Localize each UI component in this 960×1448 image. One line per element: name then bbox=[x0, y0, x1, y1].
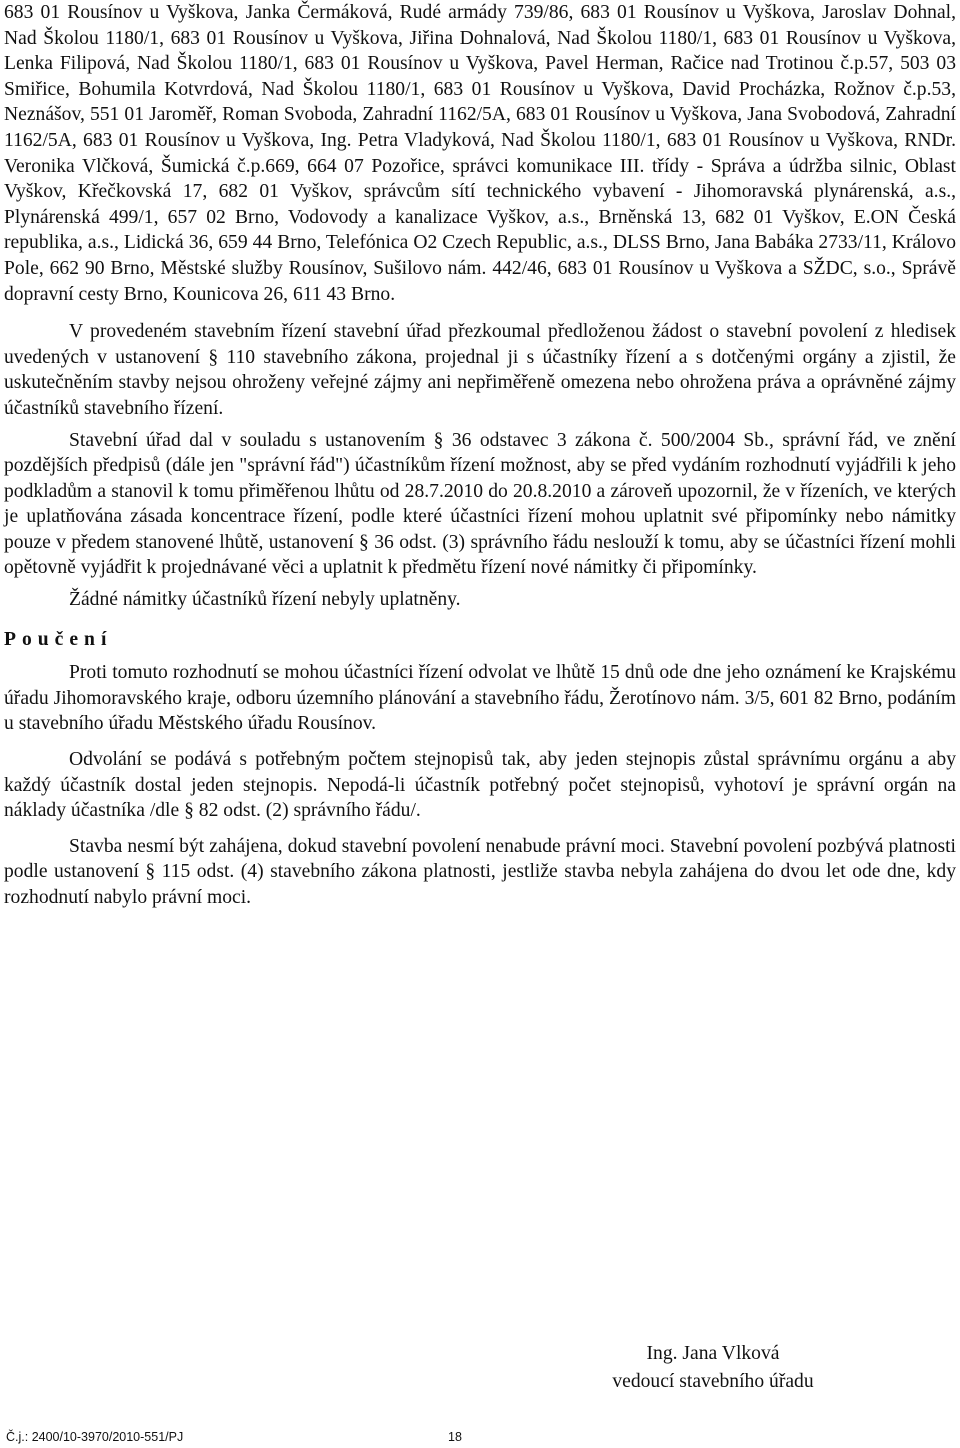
copies-paragraph: Odvolání se podává s potřebným počtem stejnopisů tak, aby jeden stejnopis zůstal správnímu orgánu a aby každý účastník dostal jeden stejnopis. Nepodá-li účastník potřebný počet stejnopisů, vyhotoví je správní orgán na náklady účastníka /dle § 82 odst. (2) správního řádu/. bbox=[4, 749, 956, 822]
validity-paragraph: Stavba nesmí být zahájena, dokud stavební povolení nenabude právní moci. Stavební povolení pozbývá platnosti podle ustanovení § 115 odst. (4) stavebního zákona platnosti, jestliže stavba nebyla zahájena do dvou let ode dne, kdy rozhodnutí nabylo právní moci. bbox=[4, 835, 956, 908]
opportunity-paragraph: Stavební úřad dal v souladu s ustanovením § 36 odstavec 3 zákona č. 500/2004 Sb., správní řád, ve znění pozdějších předpisů (dále jen "správní řád") účastníkům řízení možnost, aby se před vydáním rozhodnutí vyjádřili k jeho podkladům a stanovil k tomu přiměřenou lhůtu od 28.7.2010 do 20.8.2010 a zároveň upozornil, že v řízeních, ve kterých je uplatňována zásada koncentrace řízení, podle které účastníci řízení mohou uplatnit své připomínky nebo námitky pouze v předem stanovené lhůtě, ustanovení § 36 odst. (3) správního řádu neslouží k tomu, aby se účastníci řízení mohli opětovně vyjádřit k projednávané věci a uplatnit k předmětu řízení nové námitky či připomínky. bbox=[4, 429, 956, 579]
instruction-heading: Poučení bbox=[4, 628, 113, 650]
participants-paragraph: 683 01 Rousínov u Vyškova, Janka Čermáková, Rudé armády 739/86, 683 01 Rousínov u Vyškova, Jaroslav Dohnal, Nad Školou 1180/1, 683 01 Rousínov u Vyškova, Jiřina Dohnalová, Nad Školou 1180/1, 683 01 Rousínov u Vyškova, Lenka Filipová, Nad Školou 1180/1, 683 01 Rousínov u Vyškova, Pavel Herman, Račice nad Trotinou č.p.57, 503 03 Smiřice, Bohumila Kotvrdová, Nad Školou 1180/1, 683 01 Rousínov u Vyškova, David Procházka, Rožnov č.p.53, Neznášov, 551 01 Jaroměř, Roman Svoboda, Zahradní 1162/5A, 683 01 Rousínov u Vyškova, Jana Svobodová, Zahradní 1162/5A, 683 01 Rousínov u Vyškova, Ing. Petra Vladyková, Nad Školou 1180/1, 683 01 Rousínov u Vyškova, RNDr. Veronika Vlčková, Šumická č.p.669, 664 07 Pozořice, správci komunikace III. třídy - Správa a údržba silnic, Oblast Vyškov, Křečkovská 17, 682 01 Vyškov, správcům sítí technického vybavení - Jihomoravská plynárenská, a.s., Plynárenská 499/1, 657 02 Brno, Vodovody a kanalizace Vyškov, a.s., Brněnská 13, 682 01 Vyškov, E.ON Česká republika, a.s., Lidická 36, 659 44 Brno, Telefónica O2 Czech Republic, a.s., DLSS Brno, Jana Babáka 2733/11, Královo Pole, 662 90 Brno, Městské služby Rousínov, Sušilovo nám. 442/46, 683 01 Rousínov u Vyškova a SŽDC, s.o., Správě dopravní cesty Brno, Kounicova 26, 611 43 Brno. bbox=[4, 2, 956, 305]
review-paragraph: V provedeném stavebním řízení stavební úřad přezkoumal předloženou žádost o stavební povolení z hledisek uvedených v ustanovení § 110 stavebního zákona, projednal ji s účastníky řízení a s dotčenými orgány a zjistil, že uskutečněním stavby nejsou ohroženy veřejné zájmy ani nepřiměřeně omezena nebo ohrožena práva a oprávněné zájmy účastníků stavebního řízení. bbox=[4, 321, 956, 419]
signature-block bbox=[583, 1340, 843, 1396]
signatory-role: vedoucí stavebního úřadu bbox=[612, 1371, 814, 1392]
signatory-name: Ing. Jana Vlková bbox=[646, 1343, 780, 1364]
document-page bbox=[4, 0, 956, 911]
appeal-paragraph: Proti tomuto rozhodnutí se mohou účastníci řízení odvolat ve lhůtě 15 dnů ode dne jeho oznámení ke Krajskému úřadu Jihomoravského kraje, odboru územního plánování a stavebního řádu, Žerotínovo nám. 3/5, 601 82 Brno, podáním u stavebního úřadu Městského úřadu Rousínov. bbox=[4, 662, 956, 735]
no-objections-paragraph: Žádné námitky účastníků řízení nebyly uplatněny. bbox=[69, 589, 461, 611]
page-number: 18 bbox=[448, 1430, 462, 1444]
case-reference: Č.j.: 2400/10-3970/2010-551/PJ bbox=[6, 1430, 184, 1444]
